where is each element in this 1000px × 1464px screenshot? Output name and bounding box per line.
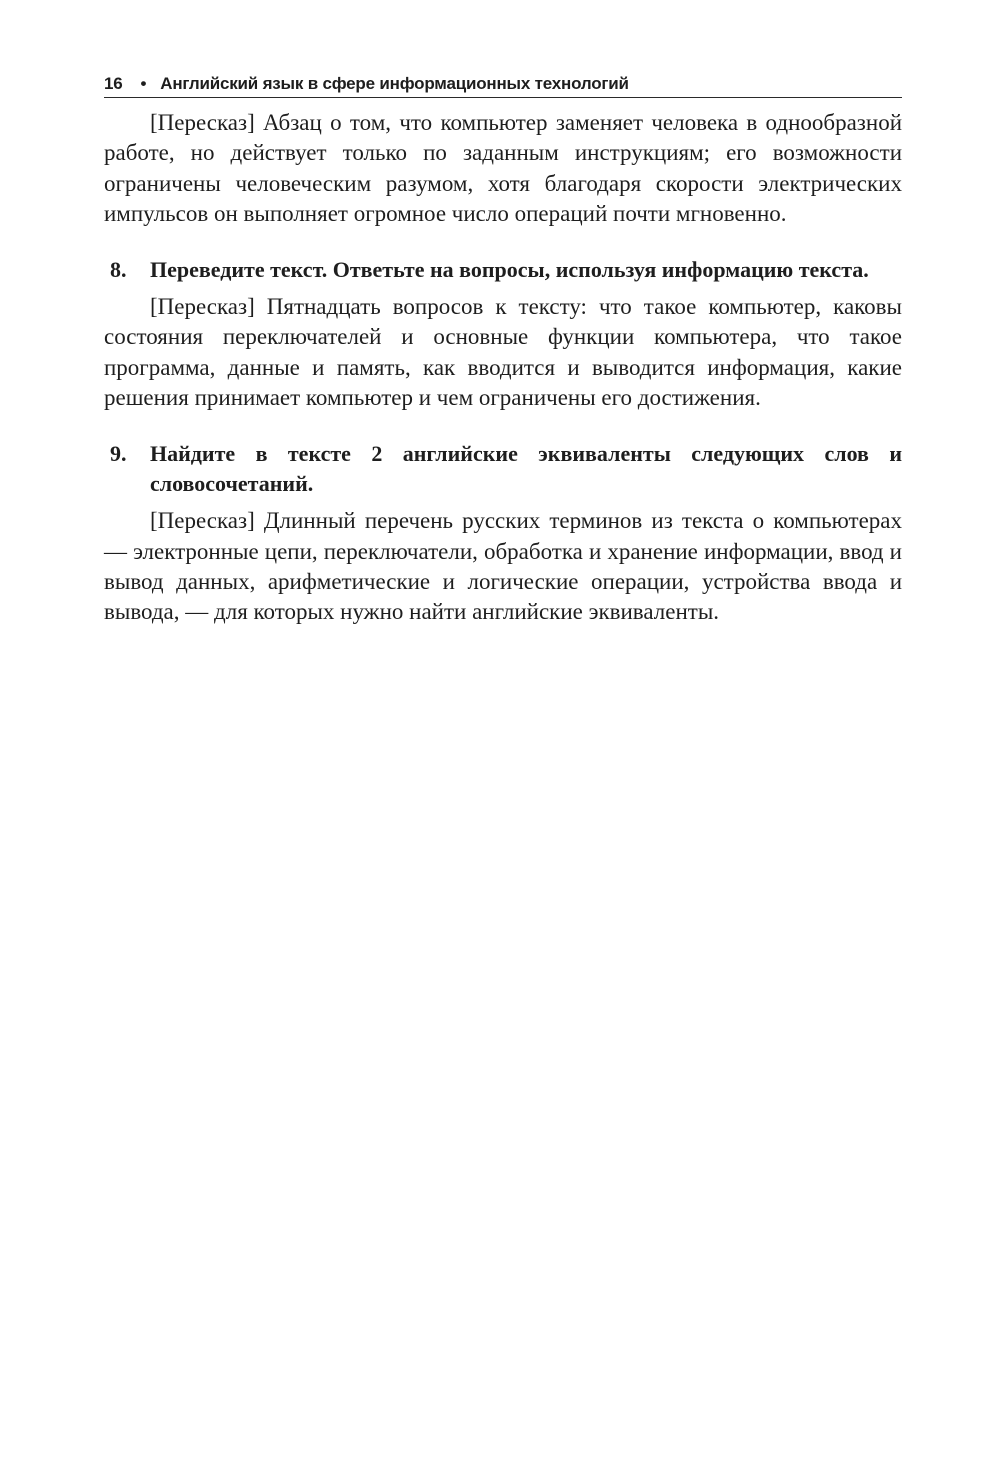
exercise-8-questions: [Пересказ] Пятнадцать вопросов к тексту: что такое компьютер, каковы состояния переключателей и основные функции компьютера, что такое программа, данные и память, как вводится и выводится информация, какие решения принимает компьютер и чем ограничены его достижения. — [104, 294, 902, 411]
exercise-number: 9. — [110, 441, 127, 467]
intro-paragraph: [Пересказ] Абзац о том, что компьютер заменяет человека в однообразной работе, но действует только по заданным инструкциям; его возможности ограничены человеческим разумом, хотя благодаря скорости электрических импульсов он выполняет огромное число операций почти мгновенно. — [104, 110, 902, 226]
exercise-9-word-list: [Пересказ] Длинный перечень русских терминов из текста о компьютерах — электронные цепи, переключатели, обработка и хранение информации, ввод и вывод данных, арифметические и логические операции, устройства ввода и вывода, — для которых нужно найти английские эквиваленты. — [104, 508, 902, 625]
exercise-title: Найдите в тексте 2 английские эквиваленты следующих слов и словосочетаний. — [150, 441, 902, 497]
book-title: Английский язык в сфере информационных технологий — [160, 74, 629, 93]
exercise-9-heading — [104, 439, 902, 499]
exercise-title: Переведите текст. Ответьте на вопросы, используя информацию текста. — [150, 257, 869, 283]
exercise-number: 8. — [110, 257, 127, 283]
exercise-8-heading — [104, 255, 902, 285]
bullet-separator: • — [140, 74, 147, 93]
page-number: 16 — [104, 74, 123, 93]
running-head — [104, 74, 902, 98]
book-page — [104, 74, 902, 628]
